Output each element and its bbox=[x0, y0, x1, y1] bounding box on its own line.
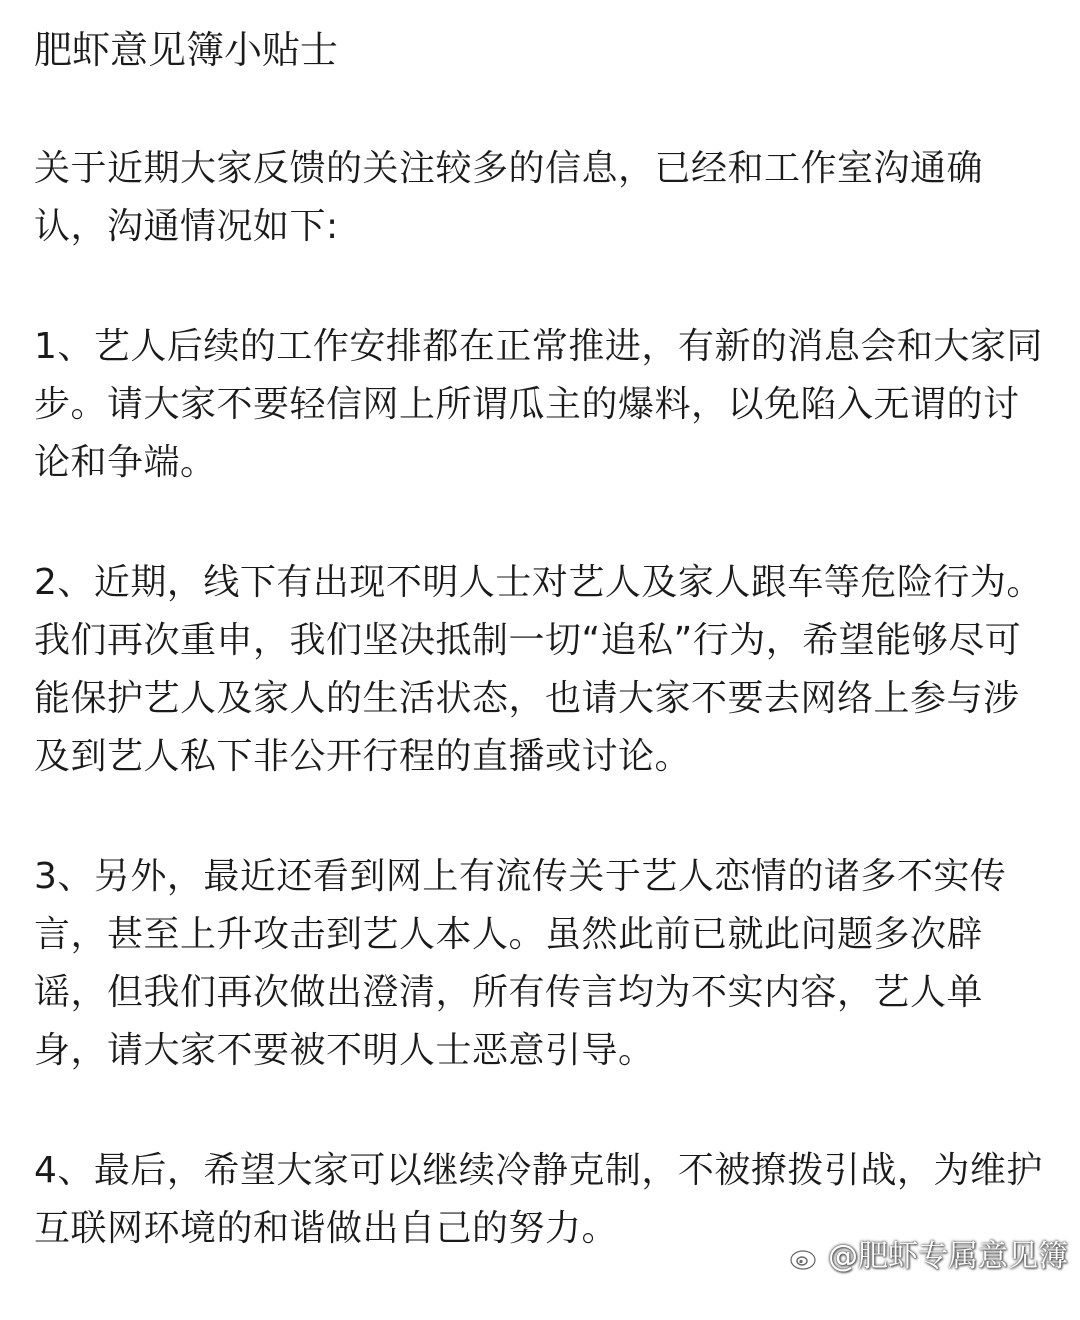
watermark-text: @肥虾专属意见簿 bbox=[828, 1239, 1068, 1274]
paragraph-point-4: 4、最后，希望大家可以继续冷静克制，不被撩拨引战，为维护互联网环境的和谐做出自己的努力。 bbox=[34, 1150, 1043, 1249]
watermark bbox=[788, 1237, 1068, 1277]
document-body bbox=[34, 20, 1050, 1320]
paragraph-point-2: 2、近期，线下有出现不明人士对艺人及家人跟车等危险行为。我们再次重申，我们坚决抵制一切“追私”行为，希望能够尽可能保护艺人及家人的生活状态，也请大家不要去网络上参与涉及到艺人私下非公开行程的直播或讨论。 bbox=[34, 562, 1043, 777]
weibo-icon bbox=[788, 1240, 822, 1274]
document-title: 肥虾意见簿小贴士 bbox=[34, 28, 339, 72]
paragraph-point-1: 1、艺人后续的工作安排都在正常推进，有新的消息会和大家同步。请大家不要轻信网上所谓瓜主的爆料，以免陷入无谓的讨论和争端。 bbox=[34, 326, 1043, 483]
paragraph-intro: 关于近期大家反馈的关注较多的信息，已经和工作室沟通确认，沟通情况如下: bbox=[34, 148, 984, 247]
paragraph-point-3: 3、另外，最近还看到网上有流传关于艺人恋情的诸多不实传言，甚至上升攻击到艺人本人。虽然此前已就此问题多次辟谣，但我们再次做出澄清，所有传言均为不实内容，艺人单身，请大家不要被不明人士恶意引导。 bbox=[34, 856, 1007, 1071]
